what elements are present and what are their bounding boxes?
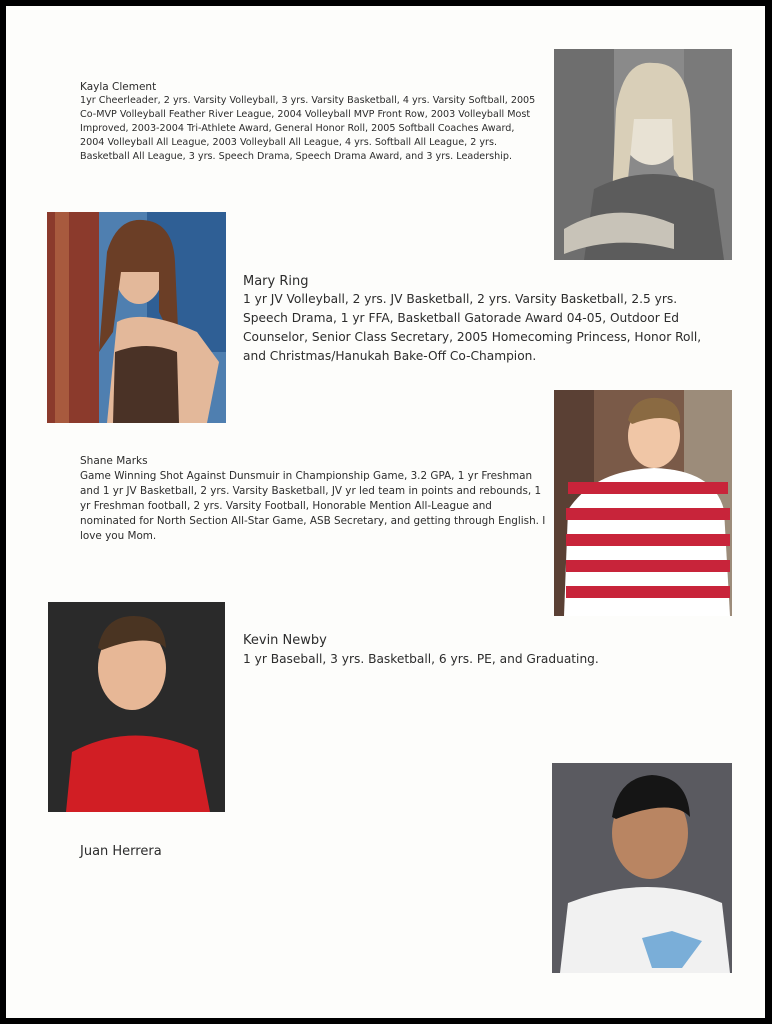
student-bio: 1 yr JV Volleyball, 2 yrs. JV Basketball, 2 yrs. Varsity Basketball, 2.5 yrs. Speech Drama, 1 yr FFA, Basketball Gatorade Award 04-05, Outdoor Ed Counselor, Senior Class Secretary, 2005 Homecoming Princess, Honor Roll, and Christmas/Hanukah Bake-Off Co-Champion.: [243, 292, 702, 363]
student-name: Kevin Newby: [243, 633, 327, 648]
photo-juan: [552, 763, 732, 973]
yearbook-page: [6, 6, 765, 1018]
student-bio: 1 yr Baseball, 3 yrs. Basketball, 6 yrs. PE, and Graduating.: [243, 652, 599, 666]
student-name: Shane Marks: [80, 455, 148, 467]
student-bio: Game Winning Shot Against Dunsmuir in Championship Game, 3.2 GPA, 1 yr Freshman and 1 yr JV Basketball, 2 yrs. Varsity Basketball, JV yr led team in points and rebounds, 1 yr Freshman football, 2 yrs. Varsity Football, Honorable Mention All-League and nominated for North Section All-Star Game, ASB Secretary, and getting through English. I love you Mom.: [80, 470, 546, 542]
photo-kayla: [554, 49, 732, 260]
photo-shane: [554, 390, 732, 616]
photo-kevin: [48, 602, 225, 812]
student-name: Kayla Clement: [80, 81, 157, 93]
photo-mary: [47, 212, 226, 423]
student-bio: 1yr Cheerleader, 2 yrs. Varsity Volleyball, 3 yrs. Varsity Basketball, 4 yrs. Varsity Softball, 2005 Co-MVP Volleyball Feather River League, 2004 Volleyball MVP Front Row, 2003 Volleyball Most Improved, 2003-2004 Tri-Athlete Award, General Honor Roll, 2005 Softball Coaches Award, 2004 Volleyball All League, 2003 Volleyball All League, 4 yrs. Softball All League, 2 yrs. Basketball All League, 3 yrs. Speech Drama, Speech Drama Award, and 3 yrs. Leadership.: [80, 95, 536, 163]
student-name: Juan Herrera: [80, 844, 162, 859]
student-name: Mary Ring: [243, 274, 309, 289]
